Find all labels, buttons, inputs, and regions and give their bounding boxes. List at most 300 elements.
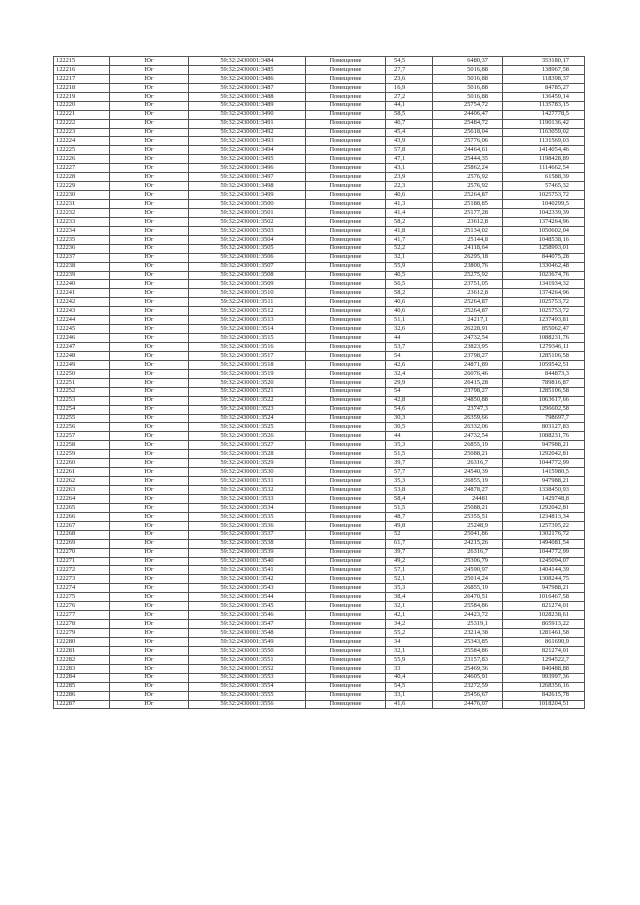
unit-value-cell: 5016,88 — [433, 65, 503, 74]
district-cell: Юг — [110, 351, 189, 360]
record-id-cell: 122275 — [54, 593, 110, 602]
record-id-cell: 122232 — [54, 208, 110, 217]
total-value-cell: 1285106,58 — [503, 351, 585, 360]
unit-value-cell: 25264,87 — [433, 191, 503, 200]
district-cell: Юг — [110, 217, 189, 226]
cadastral-number-cell: 59:32:2430001:3518 — [189, 360, 306, 369]
cadastral-number-cell: 59:32:2430001:3552 — [189, 664, 306, 673]
area-cell: 52 — [386, 530, 433, 539]
table-row — [54, 244, 585, 253]
unit-value-cell: 24878,27 — [433, 486, 503, 495]
total-value-cell: 1258993,01 — [503, 244, 585, 253]
unit-value-cell: 25469,36 — [433, 664, 503, 673]
table-row — [54, 191, 585, 200]
table-row — [54, 182, 585, 191]
district-cell: Юг — [110, 494, 189, 503]
cadastral-number-cell: 59:32:2430001:3503 — [189, 226, 306, 235]
record-id-cell: 122281 — [54, 646, 110, 655]
record-id-cell: 122277 — [54, 611, 110, 620]
table-row — [54, 405, 585, 414]
district-cell: Юг — [110, 396, 189, 405]
object-type-cell: Помещение — [306, 271, 386, 280]
unit-value-cell: 24850,88 — [433, 396, 503, 405]
unit-value-cell: 23800,76 — [433, 262, 503, 271]
table-row — [54, 262, 585, 271]
unit-value-cell: 25134,02 — [433, 226, 503, 235]
district-cell: Юг — [110, 271, 189, 280]
table-row — [54, 611, 585, 620]
table-row — [54, 360, 585, 369]
cadastral-number-cell: 59:32:2430001:3525 — [189, 423, 306, 432]
total-value-cell: 798697,7 — [503, 414, 585, 423]
table-row — [54, 334, 585, 343]
unit-value-cell: 24732,54 — [433, 432, 503, 441]
cadastral-number-cell: 59:32:2430001:3533 — [189, 494, 306, 503]
cadastral-number-cell: 59:32:2430001:3538 — [189, 539, 306, 548]
table-row — [54, 673, 585, 682]
table-row — [54, 271, 585, 280]
cadastral-number-cell: 59:32:2430001:3501 — [189, 208, 306, 217]
area-cell: 61,7 — [386, 539, 433, 548]
cadastral-number-cell: 59:32:2430001:3547 — [189, 620, 306, 629]
object-type-cell: Помещение — [306, 101, 386, 110]
unit-value-cell: 24481 — [433, 494, 503, 503]
district-cell: Юг — [110, 521, 189, 530]
unit-value-cell: 23612,8 — [433, 289, 503, 298]
object-type-cell: Помещение — [306, 74, 386, 83]
record-id-cell: 122241 — [54, 289, 110, 298]
unit-value-cell: 25248,9 — [433, 521, 503, 530]
total-value-cell: 821274,01 — [503, 602, 585, 611]
object-type-cell: Помещение — [306, 83, 386, 92]
total-value-cell: 136459,14 — [503, 92, 585, 101]
total-value-cell: 1341934,32 — [503, 280, 585, 289]
total-value-cell: 1285106,58 — [503, 387, 585, 396]
table-row — [54, 557, 585, 566]
cadastral-number-cell: 59:32:2430001:3539 — [189, 548, 306, 557]
district-cell: Юг — [110, 325, 189, 334]
table-row — [54, 664, 585, 673]
total-value-cell: 842615,78 — [503, 691, 585, 700]
total-value-cell: 1296602,58 — [503, 405, 585, 414]
unit-value-cell: 25188,85 — [433, 200, 503, 209]
area-cell: 34,2 — [386, 620, 433, 629]
object-type-cell: Помещение — [306, 217, 386, 226]
cadastral-number-cell: 59:32:2430001:3505 — [189, 244, 306, 253]
area-cell: 51,5 — [386, 450, 433, 459]
table-row — [54, 137, 585, 146]
table-row — [54, 691, 585, 700]
area-cell: 41,7 — [386, 235, 433, 244]
object-type-cell: Помещение — [306, 405, 386, 414]
district-cell: Юг — [110, 646, 189, 655]
table-row — [54, 548, 585, 557]
cadastral-number-cell: 59:32:2430001:3512 — [189, 307, 306, 316]
record-id-cell: 122231 — [54, 200, 110, 209]
cadastral-number-cell: 59:32:2430001:3532 — [189, 486, 306, 495]
object-type-cell: Помещение — [306, 334, 386, 343]
total-value-cell: 1374264,96 — [503, 289, 585, 298]
table-row — [54, 682, 585, 691]
area-cell: 49,8 — [386, 521, 433, 530]
total-value-cell: 1292042,81 — [503, 503, 585, 512]
unit-value-cell: 26359,66 — [433, 414, 503, 423]
district-cell: Юг — [110, 191, 189, 200]
total-value-cell: 1028238,61 — [503, 611, 585, 620]
total-value-cell: 1308244,75 — [503, 575, 585, 584]
area-cell: 55,9 — [386, 655, 433, 664]
unit-value-cell: 25355,51 — [433, 512, 503, 521]
area-cell: 47,1 — [386, 155, 433, 164]
unit-value-cell: 23612,8 — [433, 217, 503, 226]
record-id-cell: 122246 — [54, 334, 110, 343]
object-type-cell: Помещение — [306, 468, 386, 477]
district-cell: Юг — [110, 226, 189, 235]
record-id-cell: 122257 — [54, 432, 110, 441]
total-value-cell: 1044772,99 — [503, 459, 585, 468]
total-value-cell: 1415980,5 — [503, 468, 585, 477]
cadastral-number-cell: 59:32:2430001:3496 — [189, 164, 306, 173]
object-type-cell: Помещение — [306, 92, 386, 101]
record-id-cell: 122219 — [54, 92, 110, 101]
unit-value-cell: 23214,38 — [433, 629, 503, 638]
table-row — [54, 92, 585, 101]
cadastral-number-cell: 59:32:2430001:3545 — [189, 602, 306, 611]
area-cell: 40,4 — [386, 673, 433, 682]
table-row — [54, 414, 585, 423]
unit-value-cell: 26855,19 — [433, 477, 503, 486]
record-id-cell: 122250 — [54, 369, 110, 378]
cadastral-number-cell: 59:32:2430001:3510 — [189, 289, 306, 298]
record-id-cell: 122228 — [54, 173, 110, 182]
district-cell: Юг — [110, 369, 189, 378]
area-cell: 53,8 — [386, 486, 433, 495]
unit-value-cell: 5016,88 — [433, 83, 503, 92]
object-type-cell: Помещение — [306, 369, 386, 378]
object-type-cell: Помещение — [306, 646, 386, 655]
district-cell: Юг — [110, 57, 189, 66]
table-row — [54, 280, 585, 289]
area-cell: 54,5 — [386, 57, 433, 66]
district-cell: Юг — [110, 65, 189, 74]
total-value-cell: 1025753,72 — [503, 191, 585, 200]
unit-value-cell: 23751,05 — [433, 280, 503, 289]
cadastral-number-cell: 59:32:2430001:3498 — [189, 182, 306, 191]
unit-value-cell: 25584,86 — [433, 602, 503, 611]
cadastral-number-cell: 59:32:2430001:3521 — [189, 387, 306, 396]
object-type-cell: Помещение — [306, 65, 386, 74]
record-id-cell: 122230 — [54, 191, 110, 200]
cadastral-number-cell: 59:32:2430001:3493 — [189, 137, 306, 146]
table-row — [54, 351, 585, 360]
area-cell: 39,7 — [386, 459, 433, 468]
area-cell: 48,7 — [386, 512, 433, 521]
unit-value-cell: 26855,19 — [433, 441, 503, 450]
unit-value-cell: 25014,24 — [433, 575, 503, 584]
cadastral-number-cell: 59:32:2430001:3490 — [189, 110, 306, 119]
cadastral-number-cell: 59:32:2430001:3507 — [189, 262, 306, 271]
cadastral-number-cell: 59:32:2430001:3486 — [189, 74, 306, 83]
table-row — [54, 289, 585, 298]
object-type-cell: Помещение — [306, 584, 386, 593]
total-value-cell: 1040299,5 — [503, 200, 585, 209]
cadastral-number-cell: 59:32:2430001:3494 — [189, 146, 306, 155]
object-type-cell: Помещение — [306, 280, 386, 289]
cadastral-number-cell: 59:32:2430001:3523 — [189, 405, 306, 414]
record-id-cell: 122279 — [54, 629, 110, 638]
object-type-cell: Помещение — [306, 611, 386, 620]
area-cell: 52,2 — [386, 244, 433, 253]
cadastral-number-cell: 59:32:2430001:3543 — [189, 584, 306, 593]
record-id-cell: 122216 — [54, 65, 110, 74]
record-id-cell: 122226 — [54, 155, 110, 164]
table-row — [54, 307, 585, 316]
district-cell: Юг — [110, 557, 189, 566]
area-cell: 41,6 — [386, 700, 433, 709]
area-cell: 56,5 — [386, 280, 433, 289]
object-type-cell: Помещение — [306, 110, 386, 119]
total-value-cell: 947988,21 — [503, 584, 585, 593]
total-value-cell: 1245094,07 — [503, 557, 585, 566]
cadastral-number-cell: 59:32:2430001:3534 — [189, 503, 306, 512]
table-row — [54, 441, 585, 450]
record-id-cell: 122271 — [54, 557, 110, 566]
table-row — [54, 512, 585, 521]
area-cell: 57,7 — [386, 468, 433, 477]
cadastral-number-cell: 59:32:2430001:3522 — [189, 396, 306, 405]
cadastral-number-cell: 59:32:2430001:3555 — [189, 691, 306, 700]
area-cell: 44,1 — [386, 101, 433, 110]
object-type-cell: Помещение — [306, 629, 386, 638]
table-row — [54, 101, 585, 110]
table-row — [54, 700, 585, 709]
record-id-cell: 122286 — [54, 691, 110, 700]
record-id-cell: 122234 — [54, 226, 110, 235]
area-cell: 33,1 — [386, 691, 433, 700]
unit-value-cell: 24423,72 — [433, 611, 503, 620]
object-type-cell: Помещение — [306, 137, 386, 146]
total-value-cell: 1088231,76 — [503, 334, 585, 343]
table-row — [54, 450, 585, 459]
cadastral-number-cell: 59:32:2430001:3524 — [189, 414, 306, 423]
total-value-cell: 118398,37 — [503, 74, 585, 83]
table-row — [54, 343, 585, 352]
district-cell: Юг — [110, 664, 189, 673]
total-value-cell: 1018204,51 — [503, 700, 585, 709]
district-cell: Юг — [110, 637, 189, 646]
object-type-cell: Помещение — [306, 593, 386, 602]
area-cell: 57,1 — [386, 566, 433, 575]
table-row — [54, 655, 585, 664]
district-cell: Юг — [110, 334, 189, 343]
table-row — [54, 253, 585, 262]
district-cell: Юг — [110, 450, 189, 459]
district-cell: Юг — [110, 378, 189, 387]
record-id-cell: 122240 — [54, 280, 110, 289]
unit-value-cell: 25177,28 — [433, 208, 503, 217]
unit-value-cell: 23798,27 — [433, 351, 503, 360]
area-cell: 49,2 — [386, 557, 433, 566]
cadastral-number-cell: 59:32:2430001:3488 — [189, 92, 306, 101]
table-row — [54, 566, 585, 575]
cadastral-number-cell: 59:32:2430001:3489 — [189, 101, 306, 110]
area-cell: 45,4 — [386, 128, 433, 137]
object-type-cell: Помещение — [306, 307, 386, 316]
total-value-cell: 1198428,89 — [503, 155, 585, 164]
cadastral-number-cell: 59:32:2430001:3556 — [189, 700, 306, 709]
cadastral-number-cell: 59:32:2430001:3551 — [189, 655, 306, 664]
object-type-cell: Помещение — [306, 208, 386, 217]
unit-value-cell: 24217,1 — [433, 316, 503, 325]
area-cell: 55,9 — [386, 262, 433, 271]
object-type-cell: Помещение — [306, 557, 386, 566]
cadastral-number-cell: 59:32:2430001:3502 — [189, 217, 306, 226]
unit-value-cell: 23798,27 — [433, 387, 503, 396]
district-cell: Юг — [110, 432, 189, 441]
district-cell: Юг — [110, 629, 189, 638]
district-cell: Юг — [110, 280, 189, 289]
object-type-cell: Помещение — [306, 494, 386, 503]
unit-value-cell: 25618,04 — [433, 128, 503, 137]
table-row — [54, 74, 585, 83]
record-id-cell: 122269 — [54, 539, 110, 548]
area-cell: 51,1 — [386, 316, 433, 325]
object-type-cell: Помещение — [306, 414, 386, 423]
district-cell: Юг — [110, 441, 189, 450]
unit-value-cell: 25264,87 — [433, 298, 503, 307]
cadastral-number-cell: 59:32:2430001:3485 — [189, 65, 306, 74]
record-id-cell: 122244 — [54, 316, 110, 325]
area-cell: 40,5 — [386, 271, 433, 280]
district-cell: Юг — [110, 539, 189, 548]
unit-value-cell: 24215,26 — [433, 539, 503, 548]
table-row — [54, 325, 585, 334]
cadastral-number-cell: 59:32:2430001:3492 — [189, 128, 306, 137]
total-value-cell: 1131569,03 — [503, 137, 585, 146]
object-type-cell: Помещение — [306, 423, 386, 432]
table-row — [54, 146, 585, 155]
district-cell: Юг — [110, 74, 189, 83]
district-cell: Юг — [110, 307, 189, 316]
unit-value-cell: 6480,37 — [433, 57, 503, 66]
object-type-cell: Помещение — [306, 235, 386, 244]
area-cell: 54,6 — [386, 405, 433, 414]
unit-value-cell: 25754,72 — [433, 101, 503, 110]
record-id-cell: 122236 — [54, 244, 110, 253]
object-type-cell: Помещение — [306, 673, 386, 682]
total-value-cell: 947988,21 — [503, 441, 585, 450]
table-row — [54, 637, 585, 646]
district-cell: Юг — [110, 182, 189, 191]
record-id-cell: 122283 — [54, 664, 110, 673]
cadastral-number-cell: 59:32:2430001:3541 — [189, 566, 306, 575]
cadastral-number-cell: 59:32:2430001:3540 — [189, 557, 306, 566]
table-row — [54, 539, 585, 548]
district-cell: Юг — [110, 673, 189, 682]
unit-value-cell: 26228,91 — [433, 325, 503, 334]
district-cell: Юг — [110, 244, 189, 253]
object-type-cell: Помещение — [306, 155, 386, 164]
area-cell: 40,6 — [386, 191, 433, 200]
object-type-cell: Помещение — [306, 682, 386, 691]
record-id-cell: 122256 — [54, 423, 110, 432]
record-id-cell: 122221 — [54, 110, 110, 119]
district-cell: Юг — [110, 459, 189, 468]
object-type-cell: Помещение — [306, 396, 386, 405]
record-id-cell: 122243 — [54, 307, 110, 316]
record-id-cell: 122225 — [54, 146, 110, 155]
area-cell: 40,6 — [386, 307, 433, 316]
table-row — [54, 477, 585, 486]
table-row — [54, 226, 585, 235]
unit-value-cell: 25319,1 — [433, 620, 503, 629]
cadastral-number-cell: 59:32:2430001:3514 — [189, 325, 306, 334]
unit-value-cell: 25584,86 — [433, 646, 503, 655]
table-row — [54, 83, 585, 92]
district-cell: Юг — [110, 208, 189, 217]
total-value-cell: 1414054,46 — [503, 146, 585, 155]
total-value-cell: 1494081,54 — [503, 539, 585, 548]
unit-value-cell: 26076,46 — [433, 369, 503, 378]
record-id-cell: 122260 — [54, 459, 110, 468]
area-cell: 35,3 — [386, 441, 433, 450]
unit-value-cell: 24406,47 — [433, 110, 503, 119]
district-cell: Юг — [110, 360, 189, 369]
district-cell: Юг — [110, 620, 189, 629]
district-cell: Юг — [110, 611, 189, 620]
district-cell: Юг — [110, 503, 189, 512]
object-type-cell: Помещение — [306, 351, 386, 360]
district-cell: Юг — [110, 593, 189, 602]
area-cell: 27,2 — [386, 92, 433, 101]
record-id-cell: 122273 — [54, 575, 110, 584]
record-id-cell: 122266 — [54, 512, 110, 521]
object-type-cell: Помещение — [306, 173, 386, 182]
object-type-cell: Помещение — [306, 441, 386, 450]
table-row — [54, 521, 585, 530]
unit-value-cell: 25088,21 — [433, 450, 503, 459]
district-cell: Юг — [110, 700, 189, 709]
object-type-cell: Помещение — [306, 262, 386, 271]
table-row — [54, 200, 585, 209]
area-cell: 23,9 — [386, 173, 433, 182]
district-cell: Юг — [110, 101, 189, 110]
area-cell: 33 — [386, 664, 433, 673]
cadastral-number-cell: 59:32:2430001:3553 — [189, 673, 306, 682]
object-type-cell: Помещение — [306, 477, 386, 486]
table-row — [54, 298, 585, 307]
total-value-cell: 840488,88 — [503, 664, 585, 673]
total-value-cell: 84785,27 — [503, 83, 585, 92]
district-cell: Юг — [110, 83, 189, 92]
cadastral-number-cell: 59:32:2430001:3546 — [189, 611, 306, 620]
area-cell: 22,3 — [386, 182, 433, 191]
total-value-cell: 1025753,72 — [503, 298, 585, 307]
cadastral-number-cell: 59:32:2430001:3497 — [189, 173, 306, 182]
record-id-cell: 122222 — [54, 119, 110, 128]
cadastral-number-cell: 59:32:2430001:3526 — [189, 432, 306, 441]
object-type-cell: Помещение — [306, 691, 386, 700]
district-cell: Юг — [110, 155, 189, 164]
area-cell: 41,3 — [386, 200, 433, 209]
area-cell: 42,6 — [386, 360, 433, 369]
table-row — [54, 468, 585, 477]
cadastral-number-cell: 59:32:2430001:3550 — [189, 646, 306, 655]
area-cell: 43,1 — [386, 164, 433, 173]
cadastral-number-cell: 59:32:2430001:3537 — [189, 530, 306, 539]
unit-value-cell: 26855,19 — [433, 584, 503, 593]
total-value-cell: 1025753,72 — [503, 307, 585, 316]
